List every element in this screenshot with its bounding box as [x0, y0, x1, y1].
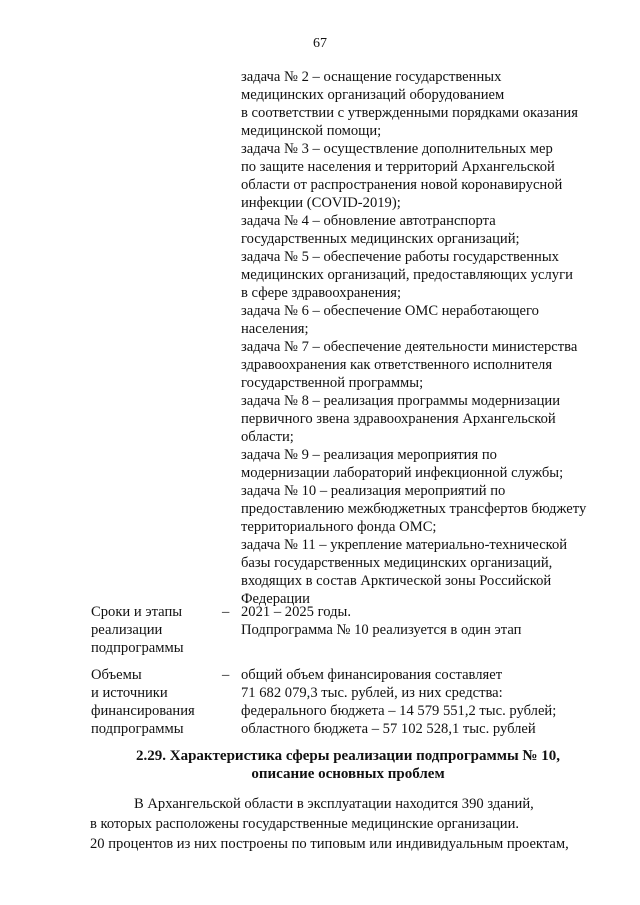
task-line: в сфере здравоохранения;: [241, 285, 402, 301]
funding-value-line: 71 682 079,3 тыс. рублей, из них средства:: [241, 685, 503, 701]
terms-label: [91, 603, 221, 657]
task-line: медицинской помощи;: [241, 123, 382, 139]
terms-value: [241, 603, 611, 639]
task-line: государственных медицинских организаций;: [241, 231, 520, 247]
task-line: задача № 11 – укрепление материально-технической: [241, 537, 568, 553]
task-line: базы государственных медицинских организаций,: [241, 555, 553, 571]
task-line: первичного звена здравоохранения Архангельской: [241, 411, 556, 427]
terms-label-line: Сроки и этапы: [91, 604, 183, 620]
funding-label: [91, 666, 221, 738]
funding-label-line: Объемы: [91, 667, 142, 683]
body-line: 20 процентов из них построены по типовым или индивидуальным проектам,: [90, 836, 569, 852]
task-line: модернизации лабораторий инфекционной службы;: [241, 465, 564, 481]
task-line: области;: [241, 429, 294, 445]
task-line: медицинских организаций оборудованием: [241, 87, 505, 103]
page-number: 67: [313, 36, 327, 51]
funding-dash: –: [222, 667, 230, 683]
funding-value-line: областного бюджета – 57 102 528,1 тыс. рублей: [241, 721, 536, 737]
task-line: в соответствии с утвержденными порядками оказания: [241, 105, 578, 121]
body-line: В Архангельской области в эксплуатации находится 390 зданий,: [134, 796, 534, 812]
task-line: инфекции (COVID-2019);: [241, 195, 401, 211]
funding-value: [241, 666, 611, 738]
task-line: по защите населения и территорий Архангельской: [241, 159, 555, 175]
task-line: медицинских организаций, предоставляющих услуги: [241, 267, 573, 283]
task-line: задача № 3 – осуществление дополнительных мер: [241, 141, 553, 157]
terms-dash: –: [222, 604, 230, 620]
terms-label-line: реализации: [91, 622, 163, 638]
task-line: государственной программы;: [241, 375, 424, 391]
task-line: задача № 2 – оснащение государственных: [241, 69, 502, 85]
body-paragraph: [90, 794, 596, 854]
task-line: задача № 8 – реализация программы модернизации: [241, 393, 561, 409]
task-line: предоставлению межбюджетных трансфертов бюджету: [241, 501, 587, 517]
task-line: входящих в состав Арктической зоны Российской: [241, 573, 552, 589]
task-line: области от распространения новой коронавирусной: [241, 177, 563, 193]
task-list: [241, 68, 603, 608]
task-line: задача № 10 – реализация мероприятий по: [241, 483, 506, 499]
body-line: в которых расположены государственные медицинские организации.: [90, 816, 520, 832]
section-heading: [90, 747, 606, 783]
task-line: здравоохранения как ответственного исполнителя: [241, 357, 553, 373]
task-line: территориального фонда ОМС;: [241, 519, 437, 535]
funding-label-line: и источники: [91, 685, 168, 701]
funding-value-line: федерального бюджета – 14 579 551,2 тыс. рублей;: [241, 703, 557, 719]
task-line: задача № 6 – обеспечение ОМС неработающего: [241, 303, 539, 319]
funding-label-line: финансирования: [91, 703, 195, 719]
task-line: Федерации: [241, 591, 310, 607]
task-line: задача № 7 – обеспечение деятельности министерства: [241, 339, 578, 355]
terms-label-line: подпрограммы: [91, 640, 184, 656]
terms-value-line: 2021 – 2025 годы.: [241, 604, 351, 620]
task-line: задача № 5 – обеспечение работы государственных: [241, 249, 559, 265]
funding-label-line: подпрограммы: [91, 721, 184, 737]
task-line: населения;: [241, 321, 309, 337]
section-heading-line: 2.29. Характеристика сферы реализации подпрограммы № 10,: [135, 748, 560, 764]
section-heading-line: описание основных проблем: [251, 766, 445, 782]
terms-value-line: Подпрограмма № 10 реализуется в один этап: [241, 622, 522, 638]
task-line: задача № 4 – обновление автотранспорта: [241, 213, 496, 229]
funding-value-line: общий объем финансирования составляет: [241, 667, 503, 683]
task-line: задача № 9 – реализация мероприятия по: [241, 447, 497, 463]
